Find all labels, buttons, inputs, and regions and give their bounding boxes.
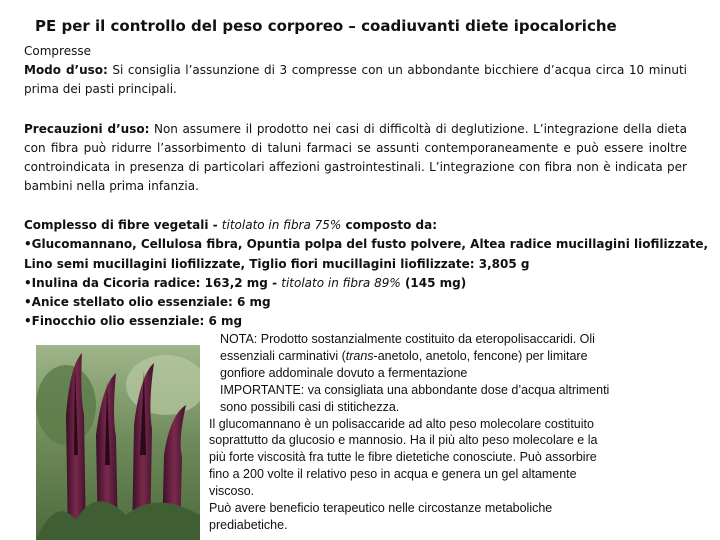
composition-intro-b: composto da: (341, 218, 437, 232)
nota-line-2b: -anetolo, anetolo, fencone) per limitare (373, 348, 588, 363)
composition-item-1b: Lino semi mucillagini liofilizzate, Tiglio fiori mucillagini liofilizzate: 3,805 g (24, 256, 530, 271)
composition-item-2-titolo: titolato in fibra 89% (281, 275, 401, 290)
precautions-label: Precauzioni d’uso: (24, 122, 150, 136)
importante-line-1: IMPORTANTE: va consigliata una abbondante dose d’acqua altrimenti (220, 382, 610, 397)
plant-photo (36, 345, 200, 540)
importante-line-2: sono possibili casi di stitichezza. (220, 399, 400, 414)
composition-intro-a: Complesso di fibre vegetali - (24, 218, 222, 232)
composition-titolo: titolato in fibra 75% (221, 218, 342, 232)
nota-line-2a: essenziali carminativi ( (220, 348, 346, 363)
gluco-line-5: viscoso. (209, 484, 255, 499)
usage-text: Si consiglia l’assunzione di 3 compresse con un abbondante bicchiere d’acqua circa 10 minuti prima dei pasti principali. (24, 63, 687, 96)
gluco-line-3: più forte viscosità fra tutte le fibre dietetiche conosciute. Può assorbire (209, 450, 597, 465)
usage-label: Modo d’uso: (24, 63, 108, 77)
composition-intro (24, 216, 687, 235)
gluco-line-2: soprattutto da glucosio e mannosio. Ha il più alto peso molecolare e la (209, 433, 598, 448)
usage-paragraph (24, 61, 687, 99)
composition-item-3: •Anice stellato olio essenziale: 6 mg (24, 295, 271, 310)
nota-line-1: NOTA: Prodotto sostanzialmente costituito da eteropolisaccaridi. Oli (220, 332, 595, 346)
composition-item-2b: (145 mg) (400, 275, 467, 290)
composition-item-4: •Finocchio olio essenziale: 6 mg (24, 314, 243, 329)
gluco-line-7: prediabetiche. (209, 517, 288, 532)
composition-section (24, 216, 709, 332)
precautions-section (24, 120, 687, 196)
gluco-line-1: Il glucomannano è un polisaccaride ad alto peso molecolare costituito (209, 416, 594, 431)
plant-illustration (36, 345, 200, 540)
composition-item-2 (24, 274, 687, 293)
page-title: PE per il controllo del peso corporeo – coadiuvanti diete ipocaloriche (35, 17, 617, 35)
product-form: Compresse (24, 44, 91, 58)
gluco-line-4: fino a 200 volte il relativo peso in acqua e genera un gel altamente (209, 467, 577, 482)
usage-section (24, 42, 687, 99)
nota-line-3: gonfiore addominale dovuto a fermentazione (220, 365, 468, 380)
notes-section (209, 331, 709, 534)
nota-trans: trans (345, 348, 374, 363)
composition-item-1a: •Glucomannano, Cellulosa fibra, Opuntia polpa del fusto polvere, Altea radice mucillagini liofilizzate, (24, 237, 709, 252)
precautions-text: Non assumere il prodotto nei casi di difficoltà di deglutizione. L’integrazione della dieta con fibra può ridurre l’assorbimento di taluni farmaci se assunti contemporaneamente e può essere inoltre controindicata in presenza di particolari affezioni gastrointestinali. L’integrazione con fibra non è indicata per bambini nella prima infanzia. (24, 122, 687, 193)
gluco-line-6: Può avere beneficio terapeutico nelle circostanze metaboliche (209, 501, 553, 516)
composition-item-2a: •Inulina da Cicoria radice: 163,2 mg - (24, 275, 282, 290)
nota-line-2 (209, 348, 709, 365)
background-foliage (36, 365, 96, 445)
